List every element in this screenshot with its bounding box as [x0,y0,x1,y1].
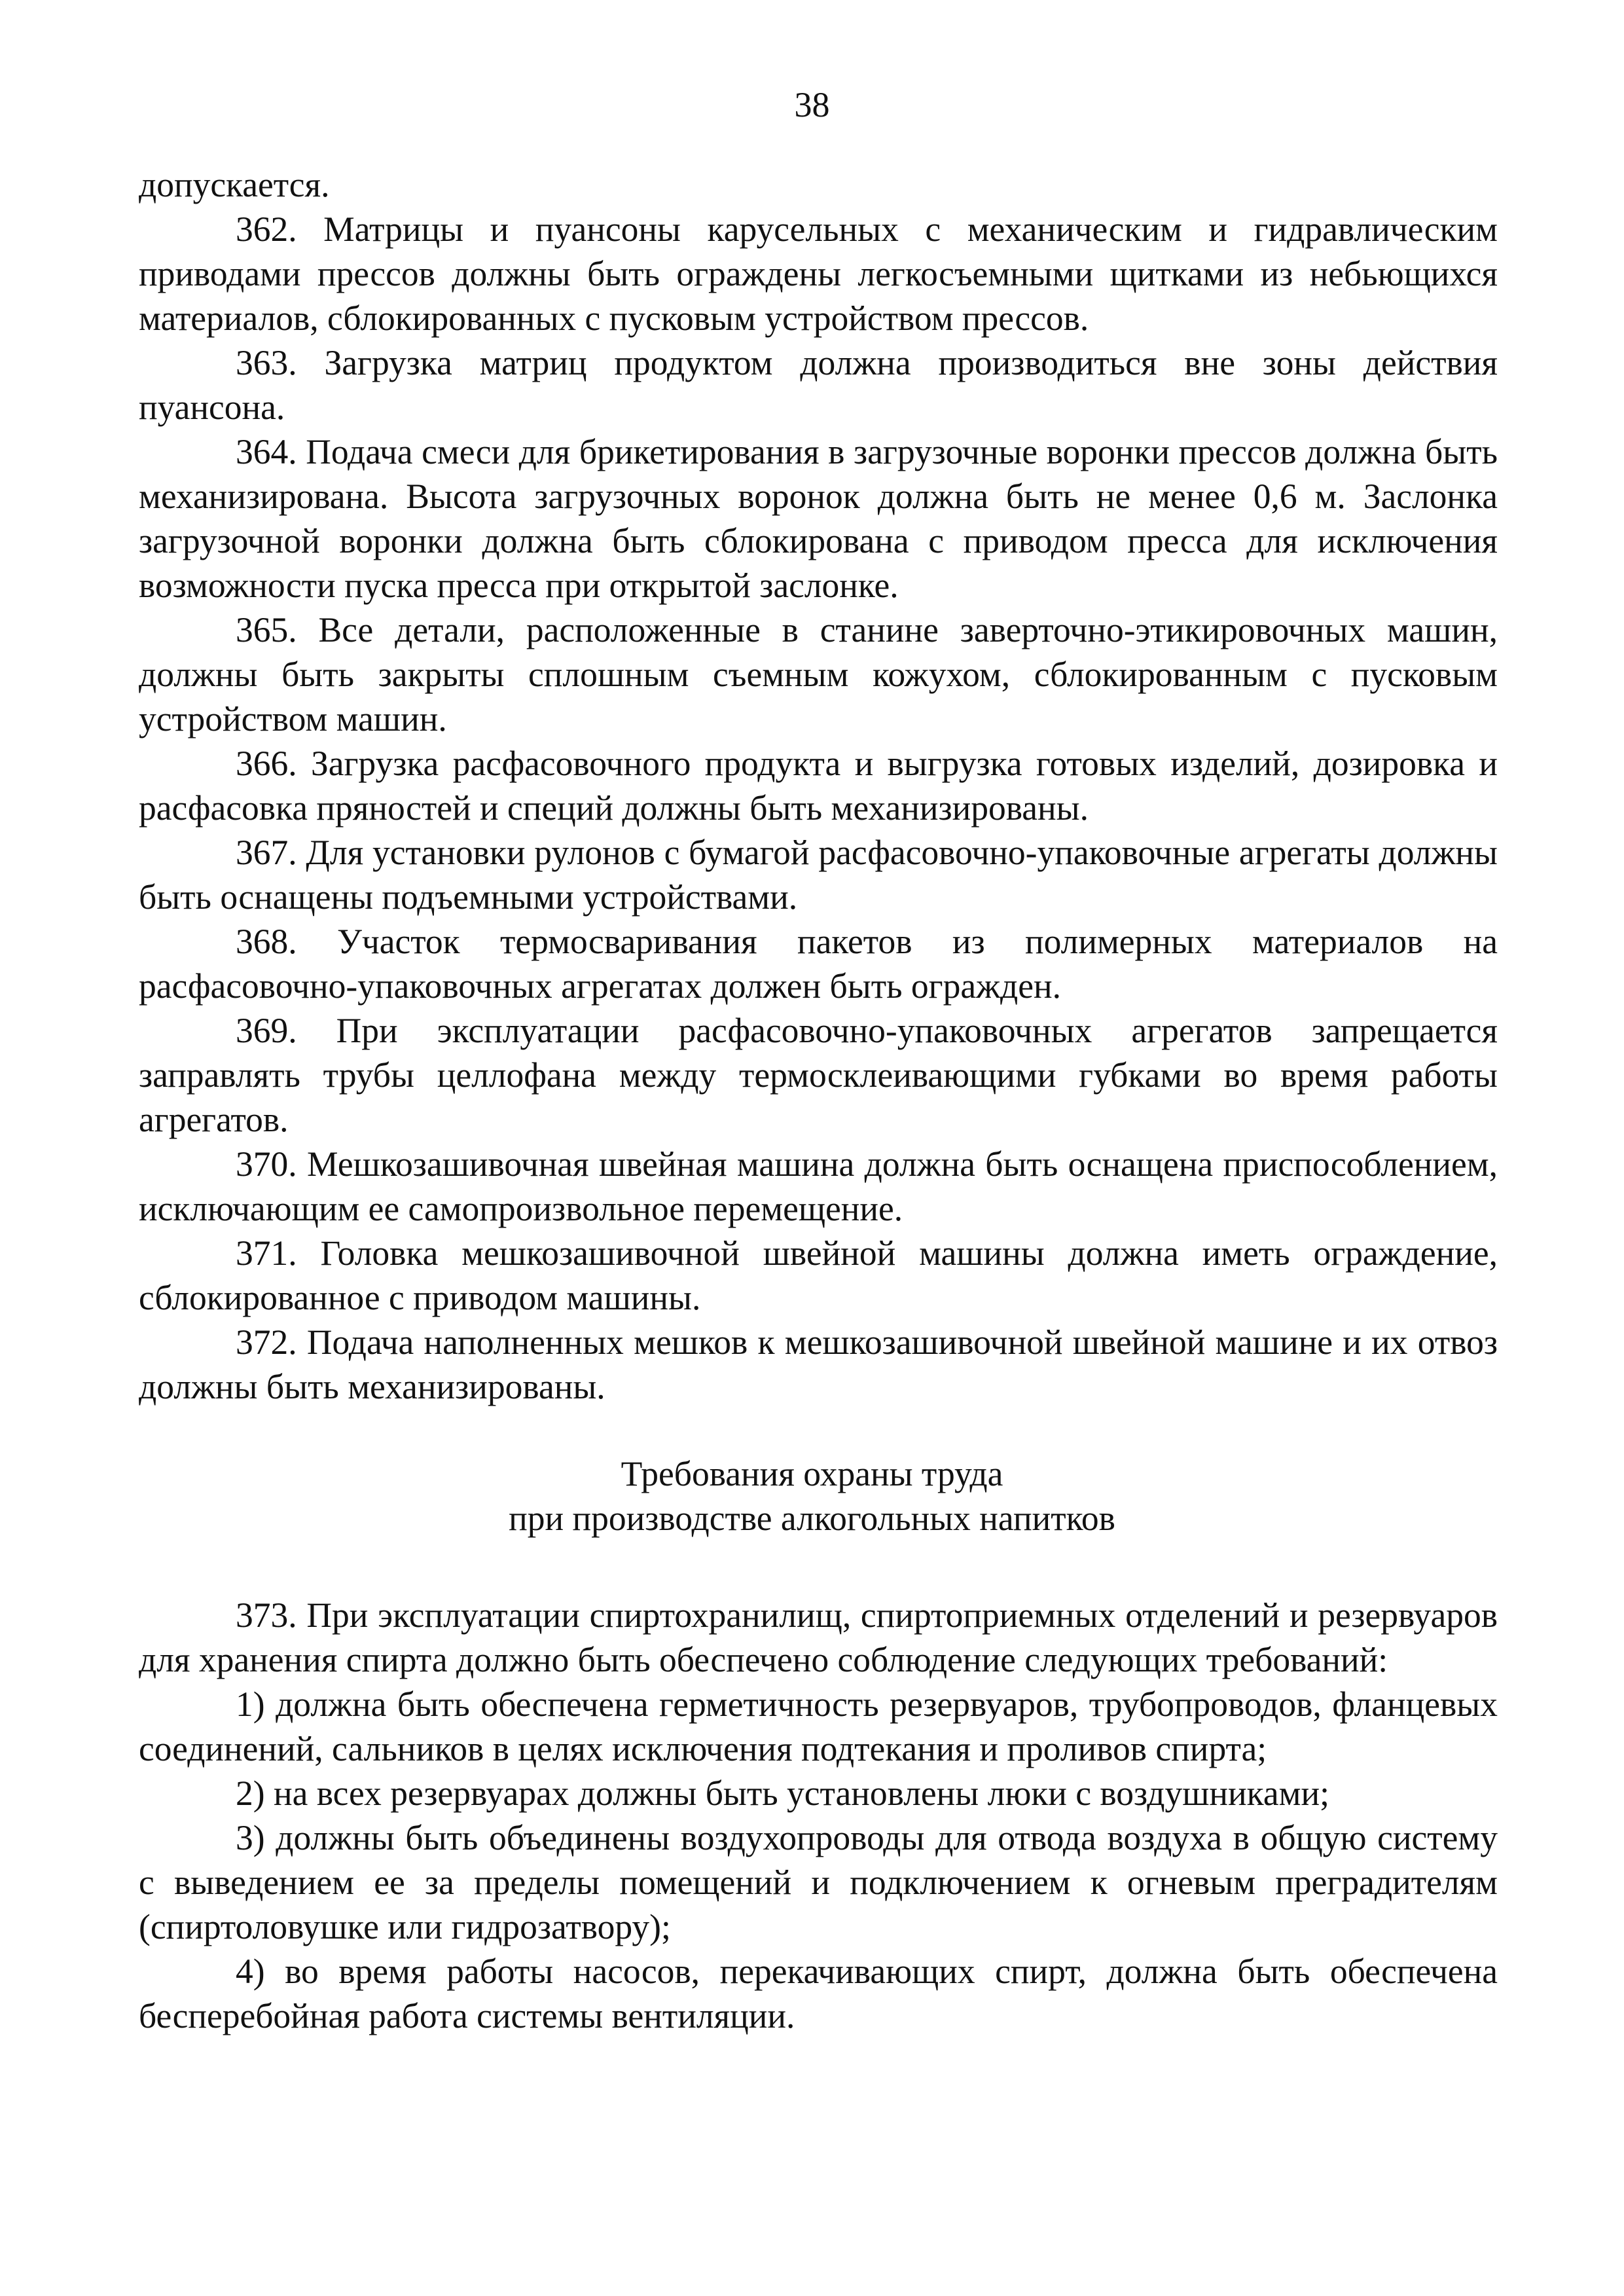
paragraph-366: 366. Загрузка расфасовочного продукта и выгрузка готовых изделий, дозировка и расфасовка пряностей и специй должны быть механизированы. [139,744,1498,828]
list-item-2: 2) на всех резервуарах должны быть установлены люки с воздушниками; [236,1774,1329,1813]
paragraph-369: 369. При эксплуатации расфасовочно-упаковочных агрегатов запрещается заправлять трубы целлофана между термосклеивающими губками во время работы агрегатов. [139,1011,1498,1139]
paragraph-364: 364. Подача смеси для брикетирования в загрузочные воронки прессов должна быть механизирована. Высота загрузочных воронок должна быть не менее 0,6 м. Заслонка загрузочной воронки должна быть сблокирована с приводом пресса для исключения возможности пуска пресса при открытой заслонке. [139,432,1498,605]
section-heading-line-2: при производстве алкогольных напитков [509,1499,1115,1538]
paragraph-368: 368. Участок термосваривания пакетов из полимерных материалов на расфасовочно-упаковочных агрегатах должен быть огражден. [139,922,1498,1006]
paragraph-370: 370. Мешкозашивочная швейная машина должна быть оснащена приспособлением, исключающим ее самопроизвольное перемещение. [139,1144,1498,1228]
section-heading-line-1: Требования охраны труда [621,1454,1003,1493]
body-text-lower [139,1593,1498,2038]
paragraph-367: 367. Для установки рулонов с бумагой расфасовочно-упаковочные агрегаты должны быть оснащены подъемными устройствами. [139,833,1498,917]
paragraph-365: 365. Все детали, расположенные в станине заверточно-этикировочных машин, должны быть закрыты сплошным съемным кожухом, сблокированным с пусковым устройством машин. [139,610,1498,738]
section-heading [0,1451,1624,1540]
paragraph-371: 371. Головка мешкозашивочной швейной машины должна иметь ограждение, сблокированное с приводом машины. [139,1233,1498,1317]
paragraph-362: 362. Матрицы и пуансоны карусельных с механическим и гидравлическим приводами прессов должны быть ограждены легкосъемными щитками из небьющихся материалов, сблокированных с пусковым устройством прессов. [139,210,1498,338]
page-number: 38 [794,85,830,124]
list-item-4: 4) во время работы насосов, перекачивающих спирт, должна быть обеспечена бесперебойная работа системы вентиляции. [139,1952,1498,2035]
paragraph-373: 373. При эксплуатации спиртохранилищ, спиртоприемных отделений и резервуаров для хранения спирта должно быть обеспечено соблюдение следующих требований: [139,1595,1498,1679]
body-text-upper [139,162,1498,1409]
paragraph-372: 372. Подача наполненных мешков к мешкозашивочной швейной машине и их отвоз должны быть механизированы. [139,1322,1498,1406]
paragraph-363: 363. Загрузка матриц продуктом должна производиться вне зоны действия пуансона. [139,343,1498,427]
paragraph-continuation: допускается. [139,165,330,204]
list-item-3: 3) должны быть объединены воздухопроводы для отвода воздуха в общую систему с выведением ее за пределы помещений и подключением к огневым преградителям (спиртоловушке или гидрозатвору); [139,1818,1498,1946]
list-item-1: 1) должна быть обеспечена герметичность резервуаров, трубопроводов, фланцевых соединений, сальников в целях исключения подтекания и проливов спирта; [139,1685,1498,1768]
